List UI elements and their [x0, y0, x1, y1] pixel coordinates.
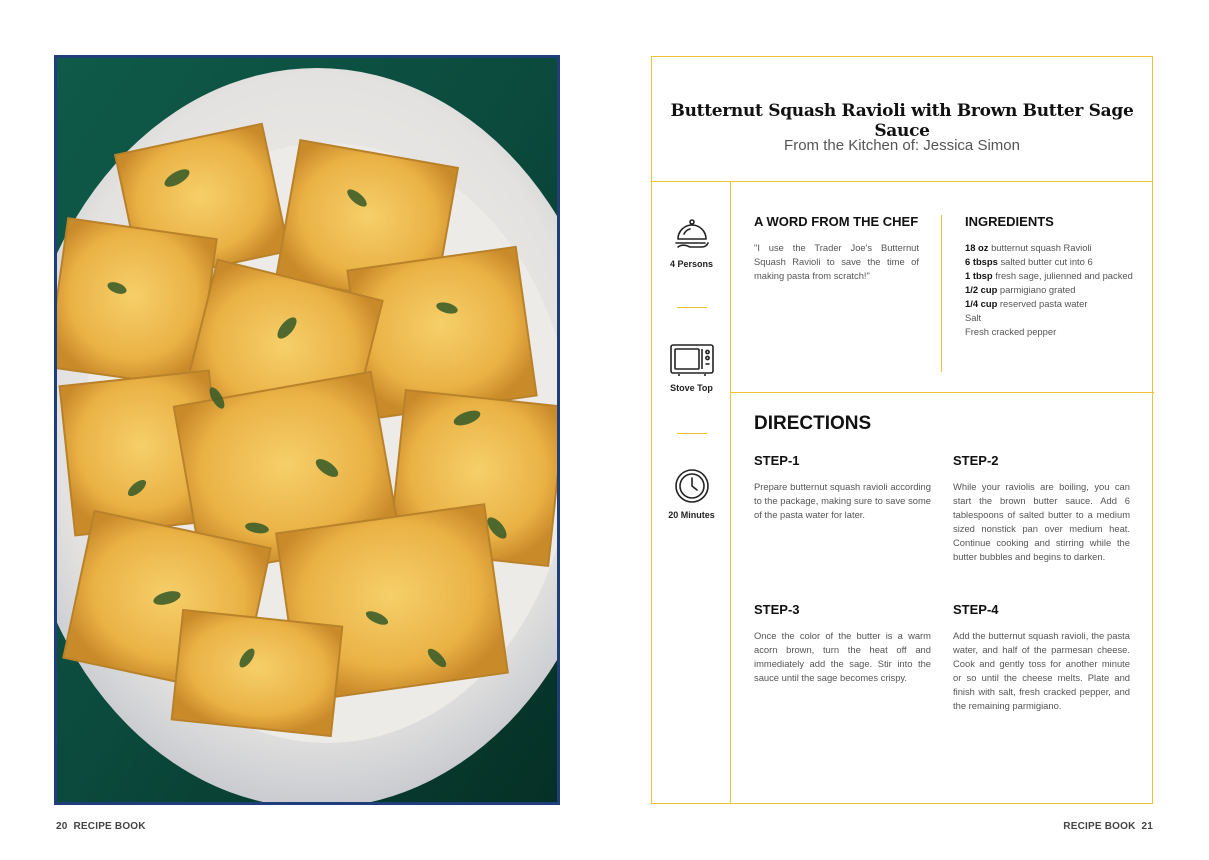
recipe-card [651, 56, 1153, 804]
time-label: 20 Minutes [668, 510, 715, 520]
list-item: 1/2 cup parmigiano grated [965, 284, 1076, 295]
divider [730, 392, 1154, 393]
divider [941, 215, 942, 372]
ingredients-heading: INGREDIENTS [965, 214, 1054, 229]
recipe-title: Butternut Squash Ravioli with Brown Butter Sage Sauce [670, 101, 1134, 141]
method-label: Stove Top [670, 383, 713, 393]
page-number-left: 20 RECIPE BOOK [56, 821, 146, 832]
servings-meta [652, 217, 731, 269]
step-label: STEP-1 [754, 453, 800, 468]
divider [652, 181, 1152, 182]
list-item: 1/4 cup reserved pasta water [965, 298, 1088, 309]
ingredients-list [965, 241, 1155, 339]
servings-label: 4 Persons [669, 259, 714, 269]
cloche-icon [672, 217, 712, 253]
clock-icon [674, 468, 710, 504]
step-1 [754, 453, 931, 522]
chef-heading: A WORD FROM THE CHEF [754, 214, 919, 229]
directions-heading: DIRECTIONS [754, 413, 872, 434]
microwave-icon [669, 343, 715, 377]
list-item: Fresh cracked pepper [965, 326, 1057, 337]
chef-quote: "I use the Trader Joe's Butternut Squash Ravioli to save the time of making pasta from scratch!" [754, 242, 919, 281]
step-text: Prepare butternut squash ravioli according to the package, making sure to save some of the pasta water for later. [754, 481, 931, 520]
step-text: While your raviolis are boiling, you can start the brown butter sauce. Add 6 tablespoons of salted butter to a medium sized nonstick pan over medium heat. Continue cooking and stirring while the butter bubbles and begins to darken. [953, 481, 1130, 562]
list-item: 18 oz butternut squash Ravioli [965, 242, 1092, 253]
time-meta [652, 468, 731, 520]
step-text: Add the butternut squash ravioli, the pasta water, and half of the parmesan cheese. Cook and gently toss for another minute or so until the cheese melts. Plate and finish with salt, fresh cracked pepper, and the remaining parmigiano. [953, 630, 1130, 711]
recipe-photo [54, 55, 560, 805]
step-4 [953, 602, 1130, 713]
step-label: STEP-4 [953, 602, 999, 617]
step-label: STEP-3 [754, 602, 800, 617]
list-item: 1 tbsp fresh sage, julienned and packed [965, 270, 1133, 281]
step-label: STEP-2 [953, 453, 999, 468]
page-number-right: RECIPE BOOK 21 [1063, 821, 1153, 832]
meta-separator [677, 307, 707, 308]
meta-separator [677, 433, 707, 434]
method-meta [652, 343, 731, 393]
step-text: Once the color of the butter is a warm acorn brown, turn the heat off and immediately add the sage. Stir into the sauce until the sage becomes crispy. [754, 630, 931, 683]
list-item: 6 tbsps salted butter cut into 6 [965, 256, 1093, 267]
recipe-author: From the Kitchen of: Jessica Simon [784, 137, 1020, 154]
ravioli-illustration [57, 58, 557, 802]
step-3 [754, 602, 931, 685]
list-item: Salt [965, 312, 982, 323]
step-2 [953, 453, 1130, 564]
